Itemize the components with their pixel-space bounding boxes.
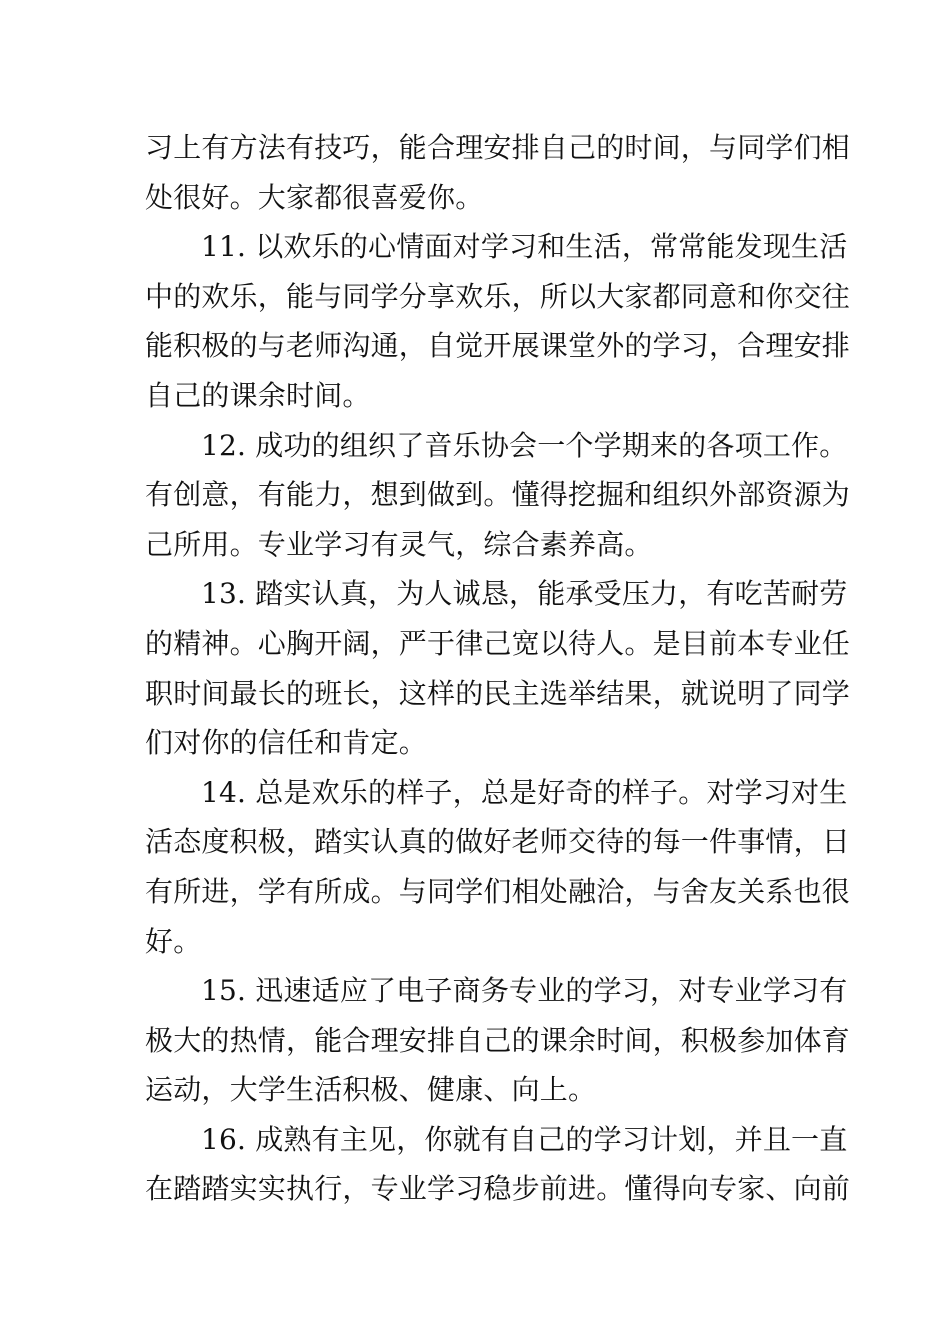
- text-line: 极大的热情，能合理安排自己的课余时间，积极参加体育: [145, 1023, 851, 1057]
- paragraph-13-start: 13. 踏实认真，为人诚恳，能承受压力，有吃苦耐劳: [201, 577, 848, 611]
- text-line: 中的欢乐，能与同学分享欢乐，所以大家都同意和你交往: [145, 279, 851, 313]
- paragraph-16-start: 16. 成熟有主见，你就有自己的学习计划，并且一直: [201, 1122, 848, 1156]
- text-line: 有所进，学有所成。与同学们相处融洽，与舍友关系也很: [145, 874, 851, 908]
- text-line: 处很好。大家都很喜爱你。: [145, 180, 484, 214]
- text-line: 自己的课余时间。: [145, 378, 371, 412]
- text-line: 们对你的信任和肯定。: [145, 726, 428, 760]
- document-body: [145, 123, 851, 1214]
- text-line: 运动，大学生活积极、健康、向上。: [145, 1073, 597, 1107]
- paragraph-11-start: 11. 以欢乐的心情面对学习和生活，常常能发现生活: [201, 230, 848, 264]
- paragraph-15-start: 15. 迅速适应了电子商务专业的学习，对专业学习有: [201, 974, 848, 1008]
- text-line: 职时间最长的班长，这样的民主选举结果，就说明了同学: [145, 676, 851, 710]
- paragraph-12-start: 12. 成功的组织了音乐协会一个学期来的各项工作。: [201, 428, 848, 462]
- text-line: 好。: [145, 924, 202, 958]
- text-line: 习上有方法有技巧，能合理安排自己的时间，与同学们相: [145, 131, 851, 164]
- text-line: 的精神。心胸开阔，严于律己宽以待人。是目前本专业任: [145, 626, 851, 660]
- text-line: 在踏踏实实执行，专业学习稳步前进。懂得向专家、向前: [145, 1172, 851, 1206]
- text-line: 己所用。专业学习有灵气，综合素养高。: [145, 527, 653, 561]
- text-line: 活态度积极，踏实认真的做好老师交待的每一件事情，日: [145, 825, 851, 859]
- text-line: 能积极的与老师沟通，自觉开展课堂外的学习，合理安排: [145, 329, 851, 363]
- paragraph-14-start: 14. 总是欢乐的样子，总是好奇的样子。对学习对生: [201, 775, 848, 809]
- text-line: 有创意，有能力，想到做到。懂得挖掘和组织外部资源为: [145, 478, 851, 512]
